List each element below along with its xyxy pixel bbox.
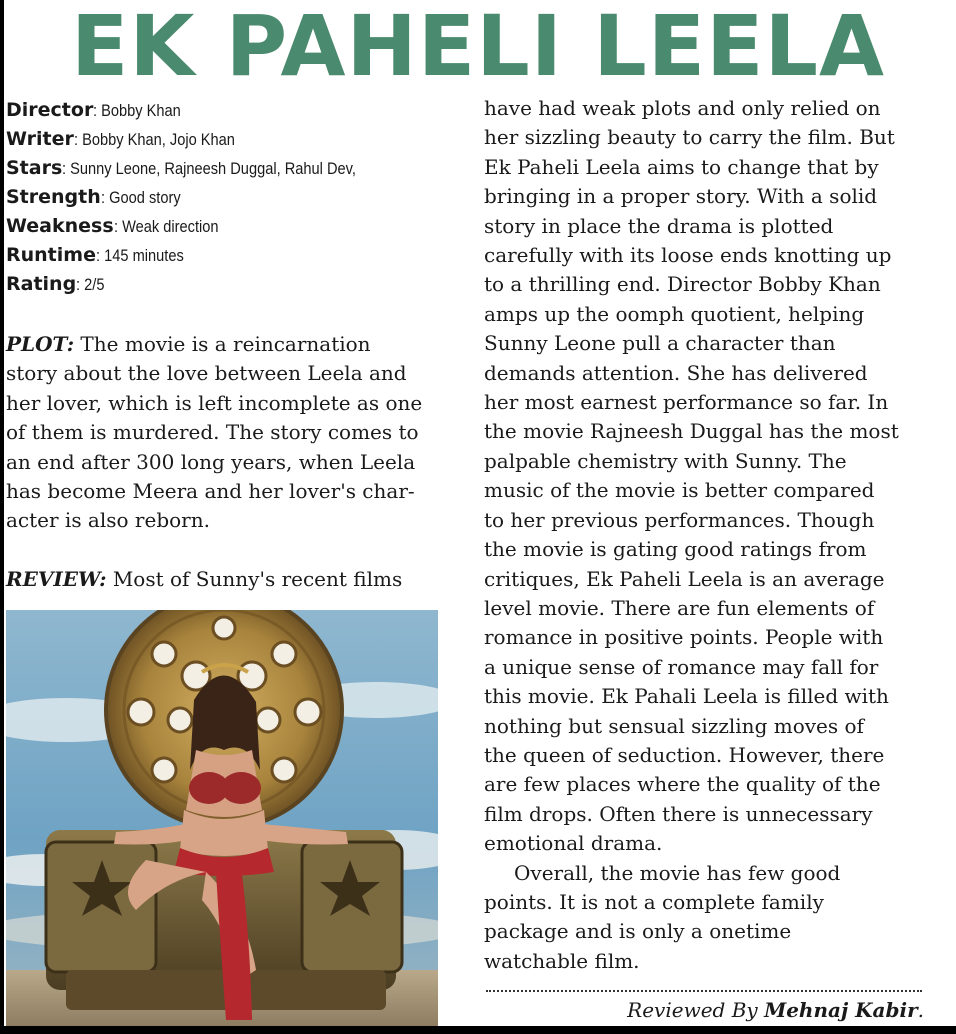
overall-line: Overall, the movie has few good: [514, 860, 841, 885]
review-line: her sizzling beauty to carry the film. But: [484, 125, 895, 150]
right-column-text: [484, 94, 944, 976]
plot-line: her lover, which is left incomplete as one: [6, 390, 423, 415]
spec-label: Rating: [6, 273, 77, 295]
review-line: this movie. Ek Pahali Leela is filled with: [484, 684, 889, 709]
review-lead-paragraph: [6, 565, 458, 594]
spec-director: [6, 96, 456, 125]
spec-strength: [6, 183, 456, 212]
review-line: amps up the oomph quotient, helping: [484, 301, 865, 326]
review-line: to her previous performances. Though: [484, 507, 875, 532]
review-line: bringing in a proper story. With a solid: [484, 184, 878, 209]
plot-line: of them is murdered. The story comes to: [6, 420, 419, 445]
spec-weakness: [6, 212, 456, 241]
spec-stars: [6, 154, 456, 183]
review-line: carefully with its loose ends knotting up: [484, 243, 892, 268]
review-line: Sunny Leone pull a character than: [484, 331, 836, 356]
review-line: demands attention. She has delivered: [484, 360, 868, 385]
plot-line: an end after 300 long years, when Leela: [6, 449, 416, 474]
overall-line: points. It is not a complete family: [484, 889, 824, 914]
plot-line: PLOT: The movie is a reincarnation: [6, 332, 371, 356]
review-line: a unique sense of romance may fall for: [484, 654, 879, 679]
review-lead-text: Most of Sunny's recent films: [106, 567, 403, 592]
plot-line: acter is also reborn.: [6, 508, 210, 533]
spec-label: Writer: [6, 128, 74, 150]
spec-runtime: [6, 241, 456, 270]
spec-writer: [6, 125, 456, 154]
spec-value: : Good story: [100, 188, 181, 207]
spec-value: : 145 minutes: [95, 246, 184, 265]
review-line: the movie Rajneesh Duggal has the most: [484, 419, 899, 444]
spec-rating: [6, 270, 456, 299]
review-line: the queen of seduction. However, there: [484, 742, 885, 767]
plot-paragraph: [6, 330, 458, 536]
review-line: are few places where the quality of the: [484, 772, 881, 797]
review-line: romance in positive points. People with: [484, 625, 884, 650]
plot-label: PLOT:: [6, 332, 75, 356]
page-left-border: [0, 0, 4, 1026]
spec-value: : Sunny Leone, Rajneesh Duggal, Rahul Dev,: [62, 159, 357, 178]
review-line: story in place the drama is plotted: [484, 213, 834, 238]
review-line: have had weak plots and only relied on: [484, 96, 881, 120]
review-line: her most earnest performance so far. In: [484, 390, 889, 415]
spec-label: Weakness: [6, 215, 114, 237]
plot-line: has become Meera and her lover's char-: [6, 479, 415, 504]
review-line: level movie. There are fun elements of: [484, 595, 875, 620]
reviewer-suffix: .: [917, 998, 924, 1022]
spec-label: Director: [6, 99, 94, 121]
overall-paragraph: [484, 859, 944, 977]
overall-line: watchable film.: [484, 948, 640, 973]
spec-value: : 2/5: [76, 275, 105, 294]
review-line: palpable chemistry with Sunny. The: [484, 448, 847, 473]
spec-label: Strength: [6, 186, 101, 208]
reviewer-byline: [486, 996, 924, 1024]
movie-specs: [6, 96, 456, 299]
left-column-text: [6, 330, 458, 595]
spec-value: : Weak direction: [113, 217, 219, 236]
review-line: to a thrilling end. Director Bobby Khan: [484, 272, 881, 297]
review-paragraph: [484, 94, 944, 859]
article-title: EK PAHELI LEELA: [70, 0, 886, 95]
spec-value: : Bobby Khan, Jojo Khan: [73, 130, 235, 149]
review-line: nothing but sensual sizzling moves of: [484, 713, 864, 738]
review-line: critiques, Ek Paheli Leela is an average: [484, 566, 885, 591]
review-label: REVIEW:: [6, 567, 107, 592]
review-line: film drops. Often there is unnecessary: [484, 801, 873, 826]
spec-label: Stars: [6, 157, 63, 179]
review-line: the movie is gating good ratings from: [484, 537, 867, 562]
movie-poster-image: [6, 610, 438, 1026]
reviewer-prefix: Reviewed By: [627, 998, 765, 1022]
spec-label: Runtime: [6, 244, 96, 266]
page-bottom-border: [0, 1026, 956, 1034]
plot-line: story about the love between Leela and: [6, 361, 407, 386]
review-line: emotional drama.: [484, 831, 663, 856]
spec-value: : Bobby Khan: [93, 101, 182, 120]
reviewer-name: Mehnaj Kabir: [764, 998, 918, 1022]
overall-line: package and is only a onetime: [484, 919, 792, 944]
review-line: Ek Paheli Leela aims to change that by: [484, 154, 879, 179]
review-line: music of the movie is better compared: [484, 478, 875, 503]
dotted-separator: [486, 974, 922, 992]
